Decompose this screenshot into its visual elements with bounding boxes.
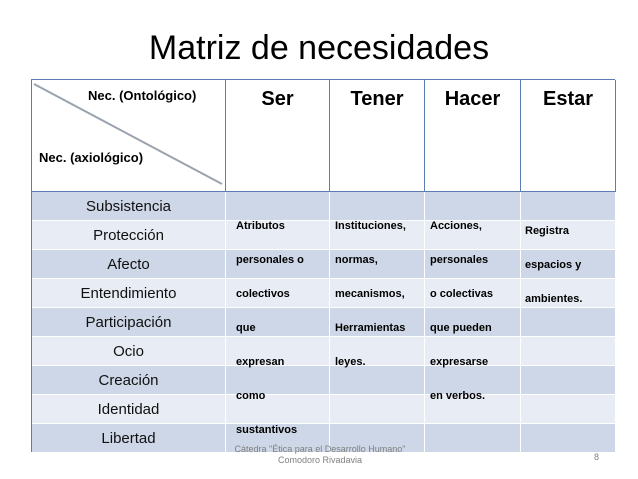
ser-line: que (236, 322, 256, 334)
row-label-subsistencia: Subsistencia (32, 192, 226, 221)
hacer-line: en verbos. (430, 390, 486, 402)
estar-description (525, 223, 582, 325)
column-header-ser: Ser (226, 80, 330, 192)
axiological-label: Nec. (axiológico) (39, 150, 144, 165)
row-label-proteccion: Protección (32, 221, 226, 250)
estar-line: Registra (525, 225, 570, 237)
ser-line: como (236, 390, 266, 402)
column-header-hacer: Hacer (425, 80, 521, 192)
hacer-line: que pueden (430, 322, 492, 334)
tener-description (335, 218, 406, 388)
hacer-line: personales (430, 254, 489, 266)
ser-line: Atributos (236, 220, 285, 232)
row-label-entendimiento: Entendimiento (32, 279, 226, 308)
row-label-identidad: Identidad (32, 395, 226, 424)
footer-course: Cátedra "Ética para el Desarrollo Humano" (234, 444, 406, 454)
matrix-cell (521, 424, 616, 453)
hacer-line: Acciones, (430, 220, 482, 232)
tener-line: mecanismos, (335, 288, 405, 300)
row-label-ocio: Ocio (32, 337, 226, 366)
corner-header (32, 80, 226, 192)
row-label-afecto: Afecto (32, 250, 226, 279)
column-header-tener: Tener (330, 80, 425, 192)
ser-line: colectivos (236, 288, 290, 300)
footer-city: Comodoro Rivadavia (277, 455, 363, 465)
ser-line: expresan (236, 356, 285, 368)
matrix-cell (521, 395, 616, 424)
tener-line: normas, (335, 254, 378, 266)
column-header-estar: Estar (521, 80, 616, 192)
matrix-cell (330, 395, 425, 424)
matrix-cell (521, 337, 616, 366)
hacer-line: o colectivas (430, 288, 493, 300)
tener-line: leyes. (335, 356, 366, 368)
hacer-line: expresarse (430, 356, 489, 368)
hacer-description (430, 218, 493, 422)
matrix-cell (521, 366, 616, 395)
slide-title: Matriz de necesidades (148, 29, 490, 67)
ser-description (236, 218, 304, 456)
matrix-cell (226, 192, 330, 221)
matrix-cell (330, 192, 425, 221)
estar-line: espacios y (525, 259, 582, 271)
row-label-creacion: Creación (32, 366, 226, 395)
row-label-libertad: Libertad (32, 424, 226, 453)
tener-line: Herramientas (335, 322, 406, 334)
ser-line: personales o (236, 254, 304, 266)
tener-line: Instituciones, (335, 220, 406, 232)
estar-line: ambientes. (525, 293, 583, 305)
matrix-cell (521, 192, 616, 221)
row-label-participacion: Participación (32, 308, 226, 337)
ser-line: sustantivos (236, 424, 298, 436)
page-number: 8 (594, 452, 600, 462)
matrix-cell (425, 192, 521, 221)
slide-footer (200, 444, 440, 466)
ontological-label: Nec. (Ontológico) (88, 88, 197, 103)
